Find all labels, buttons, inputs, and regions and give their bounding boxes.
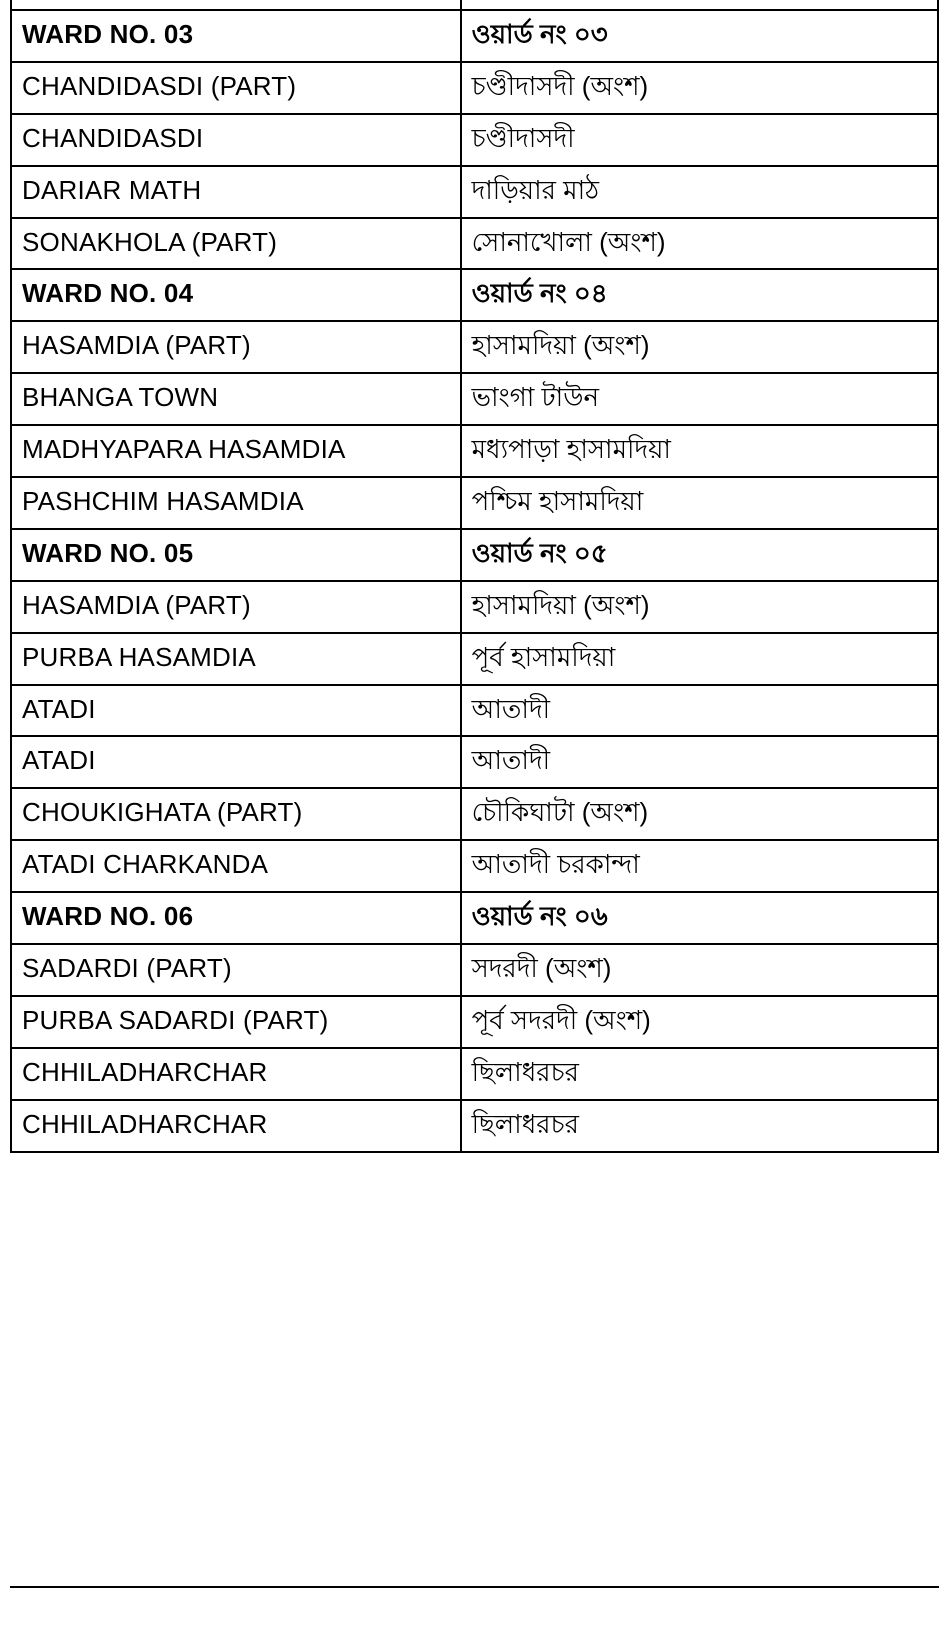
cell-english: WARD NO. 06 (11, 892, 461, 944)
table-row (11, 633, 938, 685)
table-body (11, 0, 938, 1152)
table-row (11, 944, 938, 996)
cell-english: ATADI (11, 685, 461, 737)
cell-english: SONAKHOLA (PART) (11, 218, 461, 270)
table-row (11, 685, 938, 737)
table-row (11, 840, 938, 892)
cell-bengali: ওয়ার্ড নং ০৫ (461, 529, 938, 581)
table-row (11, 477, 938, 529)
area-listing-table (10, 0, 939, 1153)
cell-bengali: পশ্চিম হাসামদিয়া (461, 477, 938, 529)
cell-bengali: ওয়ার্ড নং ০৬ (461, 892, 938, 944)
table-row (11, 321, 938, 373)
cell-bengali: পূর্ব সদরদী (অংশ) (461, 996, 938, 1048)
cell-english: WARD NO. 05 (11, 529, 461, 581)
cell-bengali: সদরদী (অংশ) (461, 944, 938, 996)
cell-bengali: হাসামদিয়া (অংশ) (461, 321, 938, 373)
table-row (11, 114, 938, 166)
table-row (11, 62, 938, 114)
cell-bengali: ওয়ার্ড নং ০৪ (461, 269, 938, 321)
table-bottom-rule (10, 1586, 939, 1588)
cell-bengali: হাসামদিয়া (অংশ) (461, 581, 938, 633)
cell-english: BHANGA TOWN (11, 373, 461, 425)
table-row-ward-header (11, 892, 938, 944)
table-row (11, 1048, 938, 1100)
table-row (11, 788, 938, 840)
cell-bengali: আতাদী (461, 736, 938, 788)
cell-bengali: আতাদী (461, 685, 938, 737)
table-row (11, 373, 938, 425)
table-row (11, 581, 938, 633)
cell-bengali: ছিলাধরচর (461, 1048, 938, 1100)
cell-bengali: পূর্ব হাসামদিয়া (461, 633, 938, 685)
cell-bengali: ভাংগা টাউন (461, 373, 938, 425)
cell-bengali: চণ্ডীদাসদী (অংশ) (461, 62, 938, 114)
cell-bengali (461, 0, 938, 10)
cell-english: ATADI CHARKANDA (11, 840, 461, 892)
cell-bengali: ওয়ার্ড নং ০৩ (461, 10, 938, 62)
cell-bengali: সোনাখোলা (অংশ) (461, 218, 938, 270)
cell-english: SADARDI (PART) (11, 944, 461, 996)
table-row-ward-header (11, 10, 938, 62)
cell-english: CHANDIDASDI (11, 114, 461, 166)
cell-bengali: দাড়িয়ার মাঠ (461, 166, 938, 218)
table-row (11, 218, 938, 270)
cell-english: HASAMDIA (PART) (11, 321, 461, 373)
cell-english: CHOUKIGHATA (PART) (11, 788, 461, 840)
cell-bengali: মধ্যপাড়া হাসামদিয়া (461, 425, 938, 477)
cell-english: HASAMDIA (PART) (11, 581, 461, 633)
cell-english: WARD NO. 03 (11, 10, 461, 62)
cell-bengali: আতাদী চরকান্দা (461, 840, 938, 892)
cell-bengali: চৌকিঘাটা (অংশ) (461, 788, 938, 840)
cell-english: ATADI (11, 736, 461, 788)
cell-english: CHHILADHARCHAR (11, 1100, 461, 1152)
cell-bengali: চণ্ডীদাসদী (461, 114, 938, 166)
table-row-ward-header (11, 529, 938, 581)
cell-english: PURBA HASAMDIA (11, 633, 461, 685)
cell-bengali: ছিলাধরচর (461, 1100, 938, 1152)
table-row-clipped (11, 0, 938, 10)
cell-english: PURBA SADARDI (PART) (11, 996, 461, 1048)
table-row (11, 736, 938, 788)
table-row (11, 166, 938, 218)
table-row (11, 1100, 938, 1152)
cell-english: MADHYAPARA HASAMDIA (11, 425, 461, 477)
cell-english: PASHCHIM HASAMDIA (11, 477, 461, 529)
cell-english: CHHILADHARCHAR (11, 1048, 461, 1100)
cell-english: DARIAR MATH (11, 166, 461, 218)
cell-english (11, 0, 461, 10)
cell-english: CHANDIDASDI (PART) (11, 62, 461, 114)
table-row (11, 996, 938, 1048)
cell-english: WARD NO. 04 (11, 269, 461, 321)
table-row (11, 425, 938, 477)
table-row-ward-header (11, 269, 938, 321)
